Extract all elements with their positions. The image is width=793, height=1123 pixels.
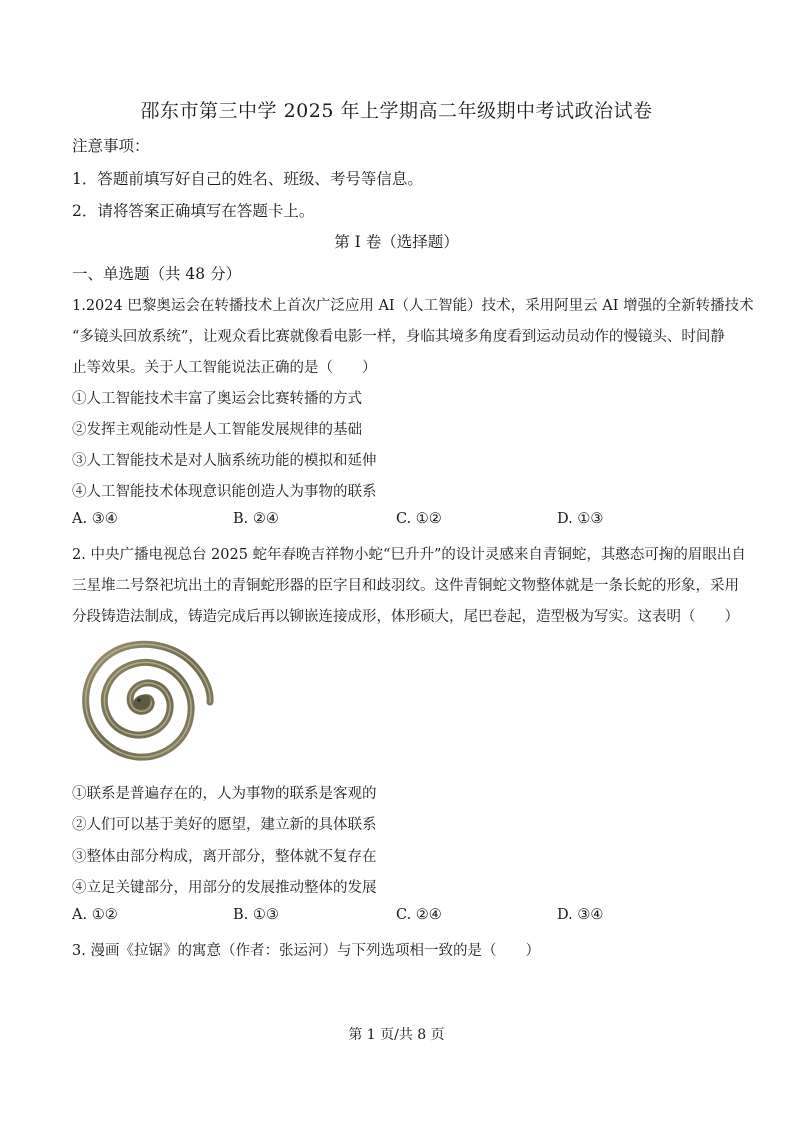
bronze-snake-image bbox=[74, 636, 214, 770]
question-2-stem: 2. 中央广播电视总台 2025 蛇年春晚吉祥物小蛇“巳升升”的设计灵感来自青铜蛇，其憨态可掬的眉眼出自 bbox=[72, 547, 746, 563]
section-title: 第 I 卷（选择题） bbox=[334, 233, 459, 251]
question-2-statement: ③整体由部分构成，离开部分，整体就不复存在 bbox=[72, 849, 377, 865]
question-3-stem: 3. 漫画《拉锯》的寓意（作者：张运河）与下列选项相一致的是（ ） bbox=[72, 943, 540, 959]
part-title: 一、单选题（共 48 分） bbox=[72, 265, 242, 283]
question-2-statement: ②人们可以基于美好的愿望，建立新的具体联系 bbox=[72, 817, 377, 833]
question-1-option-b[interactable]: B. ②④ bbox=[233, 511, 279, 527]
question-1-statement: ②发挥主观能动性是人工智能发展规律的基础 bbox=[72, 422, 362, 438]
question-1-stem: 1.2024 巴黎奥运会在转播技术上首次广泛应用 AI（人工智能）技术，采用阿里云 AI 增强的全新转播技术 bbox=[72, 298, 754, 314]
question-2-statement: ①联系是普遍存在的，人为事物的联系是客观的 bbox=[72, 786, 377, 802]
question-1-stem: “多镜头回放系统”，让观众看比赛就像看电影一样，身临其境多角度看到运动员动作的慢镜头、时间静 bbox=[72, 329, 725, 345]
question-2-option-a[interactable]: A. ①② bbox=[72, 907, 118, 923]
question-2-stem: 三星堆二号祭祀坑出土的青铜蛇形器的臣字目和歧羽纹。这件青铜蛇文物整体就是一条长蛇的形象，采用 bbox=[72, 578, 739, 594]
question-2-option-b[interactable]: B. ①③ bbox=[233, 907, 279, 923]
page-title: 邵东市第三中学 2025 年上学期高二年级期中考试政治试卷 bbox=[140, 100, 653, 122]
question-1-option-d[interactable]: D. ①③ bbox=[557, 511, 604, 527]
question-1-option-c[interactable]: C. ①② bbox=[396, 511, 442, 527]
notice-item: 2．请将答案正确填写在答题卡上。 bbox=[72, 202, 315, 220]
question-1-statement: ①人工智能技术丰富了奥运会比赛转播的方式 bbox=[72, 391, 362, 407]
question-1-statement: ④人工智能技术体现意识能创造人为事物的联系 bbox=[72, 484, 377, 500]
notice-heading: 注意事项： bbox=[72, 137, 150, 155]
question-1-stem: 止等效果。关于人工智能说法正确的是（ ） bbox=[72, 360, 377, 376]
question-2-option-d[interactable]: D. ③④ bbox=[557, 907, 604, 923]
question-1-option-a[interactable]: A. ③④ bbox=[72, 511, 118, 527]
question-2-option-c[interactable]: C. ②④ bbox=[396, 907, 442, 923]
notice-item: 1．答题前填写好自己的姓名、班级、考号等信息。 bbox=[72, 170, 423, 188]
page-footer: 第 1 页/共 8 页 bbox=[348, 1027, 445, 1043]
question-2-stem: 分段铸造法制成，铸造完成后再以铆嵌连接成形，体形硕大，尾巴卷起，造型极为写实。这表明（ ） bbox=[72, 609, 739, 625]
question-2-statement: ④立足关键部分，用部分的发展推动整体的发展 bbox=[72, 880, 377, 896]
question-1-statement: ③人工智能技术是对人脑系统功能的模拟和延伸 bbox=[72, 453, 377, 469]
